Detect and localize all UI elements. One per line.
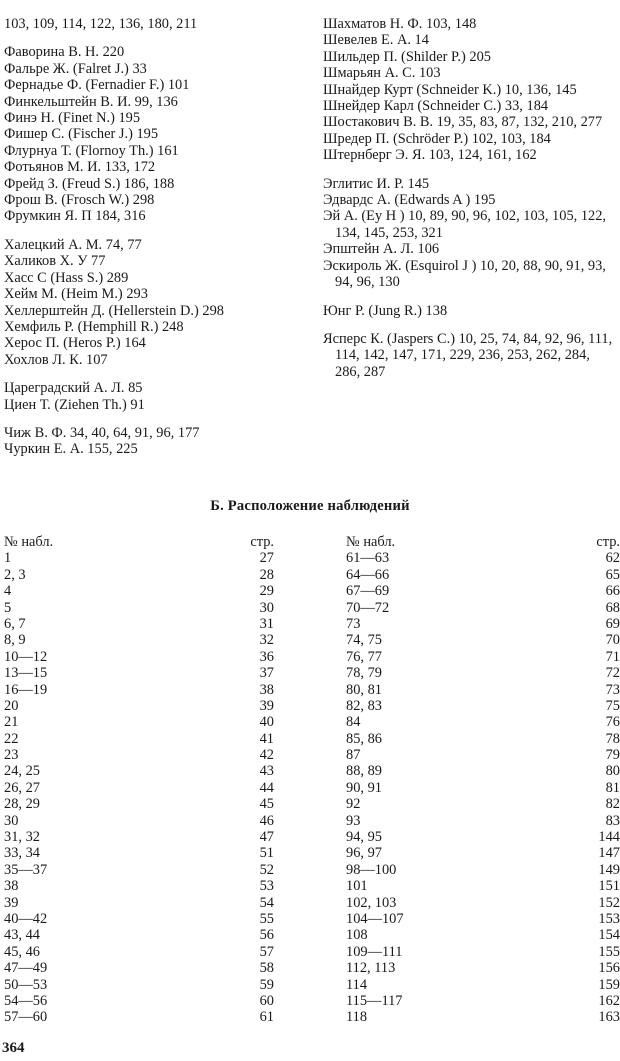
table-row	[4, 878, 274, 894]
table-row	[4, 583, 274, 599]
observation-number: 26, 27	[4, 779, 40, 796]
table-row	[4, 649, 274, 665]
index-entry: Фаворина В. Н. 220	[4, 44, 125, 61]
table-row	[4, 1009, 274, 1025]
page-reference: 163	[598, 1009, 620, 1026]
observation-number: 64—66	[346, 566, 390, 583]
page-reference: 69	[605, 615, 620, 632]
observation-number: 104—107	[346, 910, 404, 927]
page-reference: 60	[259, 992, 274, 1009]
page-reference: 154	[598, 927, 620, 944]
observation-number: 90, 91	[346, 779, 382, 796]
observation-number: 47—49	[4, 960, 48, 977]
page-reference: 152	[598, 894, 620, 911]
observation-number: 45, 46	[4, 943, 40, 960]
observation-number: 20	[4, 697, 19, 714]
index-entry: Хасс С (Hass S.) 289	[4, 269, 129, 286]
table-row	[4, 927, 274, 943]
page-reference: 75	[605, 697, 620, 714]
index-letter-group	[4, 237, 304, 368]
observation-number: 40—42	[4, 910, 48, 927]
page-reference: 78	[605, 730, 620, 747]
page-reference: 147	[598, 845, 620, 862]
table-row	[346, 813, 620, 829]
observation-number: 102, 103	[346, 894, 397, 911]
table-row	[346, 665, 620, 681]
observation-number: 115—117	[346, 992, 403, 1009]
table-row	[4, 862, 274, 878]
table-row	[346, 862, 620, 878]
table-row	[4, 829, 274, 845]
page-reference: 55	[259, 910, 274, 927]
table-row	[346, 550, 620, 566]
table-row	[4, 763, 274, 779]
page-reference: 83	[605, 812, 620, 829]
table-row	[346, 714, 620, 730]
observation-number: 96, 97	[346, 845, 382, 862]
observation-number: 8, 9	[4, 632, 26, 649]
observation-number: 94, 95	[346, 829, 382, 846]
page-reference: 149	[598, 861, 620, 878]
index-entry: Шостакович В. В. 19, 35, 83, 87, 132, 210, 277	[323, 114, 603, 131]
observation-number: 33, 34	[4, 845, 40, 862]
table-row	[346, 763, 620, 779]
table-row	[346, 1009, 620, 1025]
table-row	[4, 616, 274, 632]
table-row	[346, 600, 620, 616]
index-entry: Фрош В. (Frosch W.) 298	[4, 192, 155, 209]
page-reference: 144	[598, 829, 620, 846]
observation-number: 112, 113	[346, 960, 396, 977]
table-row	[346, 649, 620, 665]
table-row	[346, 698, 620, 714]
observation-number: 22	[4, 730, 19, 747]
table-row	[346, 731, 620, 747]
index-entry: Эй А. (Ey H ) 10, 89, 90, 96, 102, 103, 105, 122, 134, 145, 253, 321	[323, 208, 607, 241]
table-row	[4, 977, 274, 993]
index-entry: Фрейд З. (Freud S.) 186, 188	[4, 175, 175, 192]
page-reference: 72	[605, 665, 620, 682]
page-reference: 66	[605, 583, 620, 600]
page-reference: 81	[605, 779, 620, 796]
table-row	[346, 829, 620, 845]
observation-number: 6, 7	[4, 615, 26, 632]
page-reference: 28	[259, 566, 274, 583]
observation-number: 98—100	[346, 861, 397, 878]
page-reference: 42	[259, 747, 274, 764]
table-row	[4, 845, 274, 861]
page-reference: 162	[598, 992, 620, 1009]
observation-number: 24, 25	[4, 763, 40, 780]
index-entry: Чуркин Е. А. 155, 225	[4, 441, 138, 458]
page-reference: 38	[259, 681, 274, 698]
index-letter-group	[4, 425, 304, 458]
table-row	[346, 878, 620, 894]
page-reference: 62	[605, 550, 620, 567]
table-row	[346, 567, 620, 583]
observation-number: 78, 79	[346, 665, 382, 682]
table-row	[4, 813, 274, 829]
table-row	[4, 550, 274, 566]
page-reference: 153	[598, 910, 620, 927]
page-reference: 151	[598, 878, 620, 895]
page-reference: 27	[259, 550, 274, 567]
observation-number: 84	[346, 714, 361, 731]
page-reference: 156	[598, 960, 620, 977]
index-entry: Финкельштейн В. И. 99, 136	[4, 93, 178, 110]
table-row	[4, 993, 274, 1009]
index-entry: Шнейдер Карл (Schneider C.) 33, 184	[323, 98, 549, 115]
observations-table-left	[4, 534, 274, 1026]
table-row	[4, 698, 274, 714]
page-reference: 40	[259, 714, 274, 731]
index-entry: Фишер С. (Fischer J.) 195	[4, 126, 159, 143]
observation-number: 114	[346, 976, 368, 993]
page-reference: 80	[605, 763, 620, 780]
observation-number: 31, 32	[4, 829, 40, 846]
observation-number: 43, 44	[4, 927, 40, 944]
observation-number: 35—37	[4, 861, 48, 878]
page-reference: 45	[259, 796, 274, 813]
page-reference: 52	[259, 861, 274, 878]
observation-number: 23	[4, 747, 19, 764]
name-index-right-column	[323, 16, 617, 392]
index-entry: Цареградский А. Л. 85	[4, 380, 143, 397]
index-entry: Халиков Х. У 77	[4, 253, 106, 270]
index-entry: Хеллерштейн Д. (Hellerstein D.) 298	[4, 302, 224, 319]
index-letter-group	[4, 380, 304, 413]
page-reference: 41	[259, 730, 274, 747]
observation-number: 13—15	[4, 665, 48, 682]
page-reference: 73	[605, 681, 620, 698]
observation-number: 80, 81	[346, 681, 382, 698]
table-row	[346, 780, 620, 796]
page-reference: 46	[259, 812, 274, 829]
page-reference: 31	[259, 615, 274, 632]
observation-number: 16—19	[4, 681, 48, 698]
table-row	[4, 682, 274, 698]
observation-number: 109—111	[346, 943, 403, 960]
observation-number: 108	[346, 927, 368, 944]
table-row	[346, 845, 620, 861]
page-reference: 59	[259, 976, 274, 993]
table-row	[4, 911, 274, 927]
index-entry: Шнайдер Курт (Schneider K.) 10, 136, 145	[323, 81, 577, 98]
table-row	[4, 895, 274, 911]
page-reference: 65	[605, 566, 620, 583]
page-reference: 54	[259, 894, 274, 911]
observations-table-right	[346, 534, 620, 1026]
observation-number: 1	[4, 550, 12, 567]
table-row	[4, 731, 274, 747]
page-reference: 159	[598, 976, 620, 993]
observation-number: 85, 86	[346, 730, 382, 747]
observation-number: 67—69	[346, 583, 390, 600]
index-entry: Фотьянов М. И. 133, 172	[4, 159, 156, 176]
index-entry: Эдвардс А. (Edwards A ) 195	[323, 192, 496, 209]
table-row	[346, 747, 620, 763]
observation-number: 50—53	[4, 976, 48, 993]
index-entry: Хейм М. (Heim M.) 293	[4, 286, 148, 303]
table-row	[346, 796, 620, 812]
page-reference: 82	[605, 796, 620, 813]
index-entry: Ясперс К. (Jaspers C.) 10, 25, 74, 84, 92, 96, 111, 114, 142, 147, 171, 229, 236, 253, 262, 284, 286, 287	[323, 330, 613, 380]
observation-number: 74, 75	[346, 632, 382, 649]
page-reference: 58	[259, 960, 274, 977]
table-row	[4, 960, 274, 976]
page-reference: 32	[259, 632, 274, 649]
table-row	[346, 895, 620, 911]
index-entry: Шмарьян А. С. 103	[323, 65, 441, 82]
page-reference: 68	[605, 599, 620, 616]
page-reference: 37	[259, 665, 274, 682]
page-reference: 56	[259, 927, 274, 944]
index-letter-group	[4, 44, 304, 224]
index-entry: Чиж В. Ф. 34, 40, 64, 91, 96, 177	[4, 424, 200, 441]
page-reference: 53	[259, 878, 274, 895]
table-row	[346, 977, 620, 993]
observation-number: 92	[346, 796, 361, 813]
page-reference: 155	[598, 943, 620, 960]
observation-number: 118	[346, 1009, 368, 1026]
table-row	[346, 911, 620, 927]
table-row	[4, 567, 274, 583]
index-letter-group	[323, 303, 617, 319]
index-entry: Хемфиль Р. (Hemphill R.) 248	[4, 318, 184, 335]
index-entry: Циен Т. (Ziehen Th.) 91	[4, 396, 145, 413]
index-entry: Фрумкин Я. П 184, 316	[4, 208, 146, 225]
header-observation-no: № набл.	[4, 534, 54, 550]
observation-number: 30	[4, 812, 19, 829]
observation-number: 39	[4, 894, 19, 911]
name-index-left-column	[4, 16, 304, 470]
page-reference: 44	[259, 779, 274, 796]
observation-number: 10—12	[4, 648, 48, 665]
table-header	[4, 534, 274, 550]
index-entry: Штернберг Э. Я. 103, 124, 161, 162	[323, 147, 537, 164]
observation-number: 5	[4, 599, 12, 616]
index-entry: Шредер П. (Schröder P.) 102, 103, 184	[323, 130, 551, 147]
index-entry: Эскироль Ж. (Esquirol J ) 10, 20, 88, 90, 91, 93, 94, 96, 130	[323, 257, 606, 291]
page-reference: 79	[605, 747, 620, 764]
index-letter-group	[323, 176, 617, 291]
observation-number: 70—72	[346, 599, 390, 616]
observation-number: 101	[346, 878, 368, 895]
table-row	[4, 714, 274, 730]
header-page: стр.	[250, 534, 274, 550]
index-entry: Юнг Р. (Jung R.) 138	[323, 302, 448, 319]
table-row	[346, 616, 620, 632]
observation-number: 21	[4, 714, 19, 731]
index-entry: Херос П. (Heros P.) 164	[4, 335, 146, 352]
table-row	[346, 682, 620, 698]
observation-number: 93	[346, 812, 361, 829]
table-row	[4, 747, 274, 763]
page-reference: 71	[605, 648, 620, 665]
table-row	[4, 780, 274, 796]
index-letter-group	[323, 331, 617, 380]
page-reference: 57	[259, 943, 274, 960]
index-entry: Шахматов Н. Ф. 103, 148	[323, 16, 477, 32]
observation-number: 61—63	[346, 550, 390, 567]
observation-number: 54—56	[4, 992, 48, 1009]
observation-number: 4	[4, 583, 12, 600]
page-reference: 39	[259, 697, 274, 714]
index-letter-group	[323, 16, 617, 164]
index-entry: Шильдер П. (Shilder P.) 205	[323, 48, 491, 65]
table-row	[346, 944, 620, 960]
observation-number: 88, 89	[346, 763, 382, 780]
page-reference: 47	[259, 829, 274, 846]
page-reference: 76	[605, 714, 620, 731]
observation-number: 82, 83	[346, 697, 382, 714]
index-entry: 103, 109, 114, 122, 136, 180, 211	[4, 16, 198, 32]
header-page: стр.	[596, 534, 620, 550]
table-row	[346, 993, 620, 1009]
index-letter-group	[4, 16, 304, 32]
table-row	[4, 944, 274, 960]
page-reference: 30	[259, 599, 274, 616]
observation-number: 87	[346, 747, 361, 764]
index-entry: Халецкий А. М. 74, 77	[4, 236, 142, 253]
index-entry: Фернадье Ф. (Fernadier F.) 101	[4, 77, 190, 94]
table-header	[346, 534, 620, 550]
page-reference: 43	[259, 763, 274, 780]
observation-number: 57—60	[4, 1009, 48, 1026]
table-row	[4, 796, 274, 812]
observation-number: 28, 29	[4, 796, 40, 813]
table-row	[346, 583, 620, 599]
index-entry: Фальре Ж. (Falret J.) 33	[4, 60, 147, 77]
header-observation-no: № набл.	[346, 534, 396, 550]
table-row	[346, 632, 620, 648]
index-entry: Эглитис И. Р. 145	[323, 175, 430, 192]
page-reference: 29	[259, 583, 274, 600]
index-entry: Шевелев Е. А. 14	[323, 32, 429, 49]
table-row	[346, 960, 620, 976]
observation-number: 76, 77	[346, 648, 382, 665]
table-row	[4, 665, 274, 681]
table-row	[346, 927, 620, 943]
table-row	[4, 632, 274, 648]
observation-number: 2, 3	[4, 566, 26, 583]
index-entry: Финэ Н. (Finet N.) 195	[4, 110, 141, 127]
observation-number: 73	[346, 615, 361, 632]
page-reference: 36	[259, 648, 274, 665]
index-entry: Флурнуа Т. (Flornoy Th.) 161	[4, 142, 179, 159]
page-number: 364	[2, 1040, 25, 1056]
page-reference: 51	[259, 845, 274, 862]
section-title: Б. Расположение наблюдений	[210, 498, 410, 514]
page-reference: 61	[259, 1009, 274, 1026]
observation-number: 38	[4, 878, 19, 895]
index-entry: Хохлов Л. К. 107	[4, 351, 108, 368]
index-entry: Эпштейн А. Л. 106	[323, 241, 440, 258]
table-row	[4, 600, 274, 616]
page-reference: 70	[605, 632, 620, 649]
